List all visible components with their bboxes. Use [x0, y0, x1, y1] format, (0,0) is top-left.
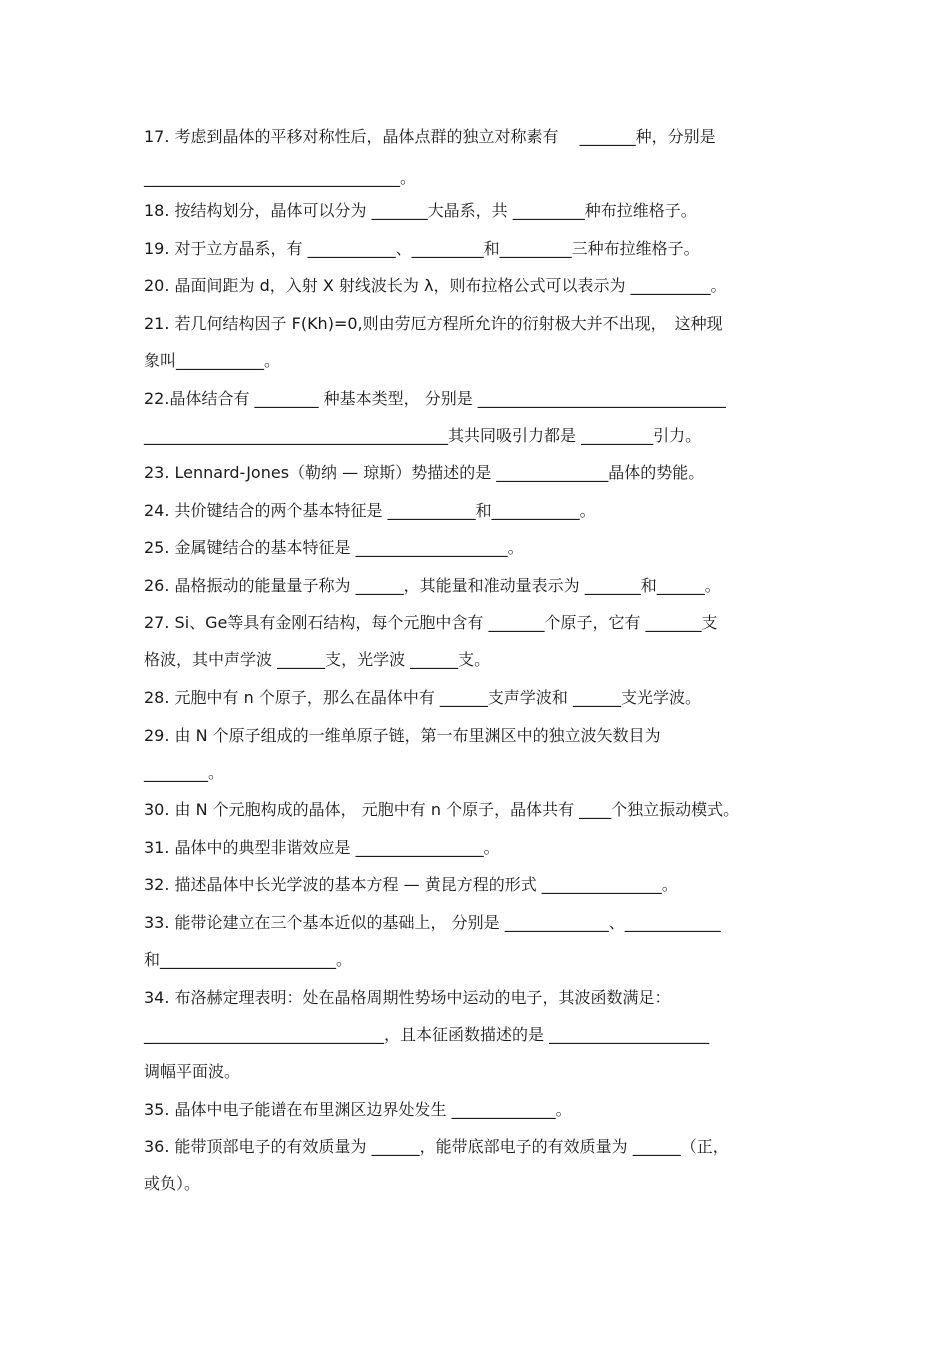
- question-27-line2: 格波，其中声学波 ______支，光学波 ______支。: [144, 650, 491, 669]
- question-36-line1: 36. 能带顶部电子的有效质量为 ______，能带底部电子的有效质量为 ______（正，: [144, 1137, 729, 1156]
- question-36-line2: 或负）。: [144, 1174, 201, 1193]
- question-24: 24. 共价键结合的两个基本特征是 ___________和___________。: [144, 501, 596, 520]
- question-29-line2: ________。: [144, 763, 225, 782]
- question-31: 31. 晶体中的典型非谐效应是 ________________。: [144, 838, 500, 857]
- question-29-line1: 29. 由 N 个原子组成的一维单原子链，第一布里渊区中的独立波矢数目为: [144, 726, 661, 745]
- question-30: 30. 由 N 个元胞构成的晶体， 元胞中有 n 个原子，晶体共有 ____个独立振动模式。: [144, 800, 740, 819]
- question-35: 35. 晶体中电子能谱在布里渊区边界处发生 _____________。: [144, 1100, 572, 1119]
- question-21-line2: 象叫___________。: [144, 351, 281, 370]
- question-20: 20. 晶面间距为 d，入射 X 射线波长为 λ，则布拉格公式可以表示为 __________。: [144, 276, 727, 295]
- question-22-line1: 22.晶体结合有 ________ 种基本类型， 分别是 _______________________________: [144, 389, 726, 408]
- question-19: 19. 对于立方晶系，有 ___________、_________和_________三种布拉维格子。: [144, 239, 700, 258]
- question-22-line2: ______________________________________其共同吸引力都是 _________引力。: [144, 426, 702, 445]
- question-28: 28. 元胞中有 n 个原子，那么在晶体中有 ______支声学波和 ______支光学波。: [144, 688, 702, 707]
- question-26: 26. 晶格振动的能量量子称为 ______，其能量和准动量表示为 _______和______。: [144, 576, 721, 595]
- question-34-line3: 调幅平面波。: [144, 1062, 241, 1081]
- question-18: 18. 按结构划分，晶体可以分为 _______大晶系，共 _________种布拉维格子。: [144, 201, 697, 220]
- question-32: 32. 描述晶体中长光学波的基本方程 — 黄昆方程的形式 _______________。: [144, 875, 678, 894]
- question-17-line2: ________________________________。: [144, 168, 417, 187]
- question-34-line2: ______________________________，且本征函数描述的是 ____________________: [144, 1025, 710, 1044]
- question-34-line1: 34. 布洛赫定理表明：处在晶格周期性势场中运动的电子，其波函数满足：: [144, 988, 671, 1007]
- question-21-line1: 21. 若几何结构因子 F(Kh)=0,则由劳厄方程所允许的衍射极大并不出现， 这种现: [144, 314, 723, 333]
- question-23: 23. Lennard-Jones（勒纳 — 琼斯）势描述的是 ______________晶体的势能。: [144, 463, 705, 482]
- question-33-line2: 和______________________。: [144, 950, 353, 969]
- question-27-line1: 27. Si、Ge等具有金刚石结构，每个元胞中含有 _______个原子，它有 _______支: [144, 613, 718, 632]
- question-33-line1: 33. 能带论建立在三个基本近似的基础上， 分别是 _____________、____________: [144, 913, 721, 932]
- question-25: 25. 金属键结合的基本特征是 ___________________。: [144, 538, 524, 557]
- question-17-line1: 17. 考虑到晶体的平移对称性后，晶体点群的独立对称素有 _______种，分别是: [144, 127, 716, 146]
